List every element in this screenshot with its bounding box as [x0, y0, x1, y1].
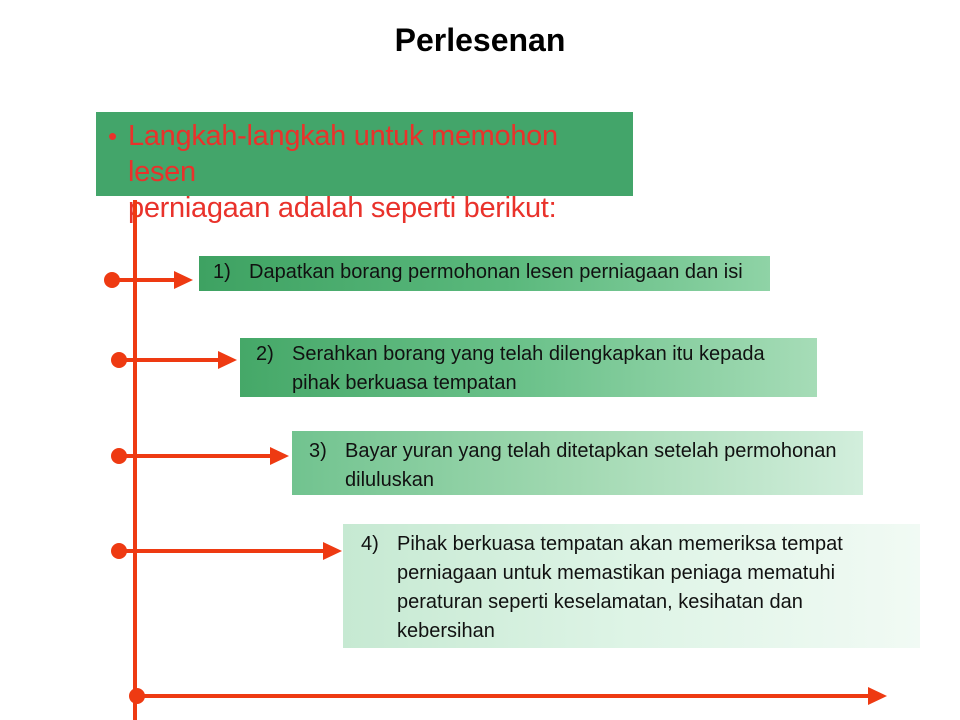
step-text	[345, 437, 863, 495]
step-box-4	[343, 524, 920, 648]
step-text	[292, 340, 817, 398]
step-text-line: pihak berkuasa tempatan	[292, 372, 517, 394]
intro-bullet: •	[108, 121, 118, 151]
step-text-line: perniagaan untuk memastikan peniaga mematuhi	[397, 562, 836, 584]
step-text-line: Serahkan borang yang telah dilengkapkan itu kepada	[292, 343, 765, 365]
step-number: 1)	[213, 261, 231, 283]
intro-text-line-1: Langkah-langkah untuk memohon lesen	[128, 120, 558, 188]
step-box-2	[240, 338, 817, 397]
step-3-arrowhead-icon	[270, 447, 289, 465]
step-number: 2)	[256, 343, 274, 365]
step-box-3	[292, 431, 863, 495]
step-text	[249, 258, 770, 287]
baseline-arrowhead-icon	[868, 687, 887, 705]
step-text-line: kebersihan	[397, 620, 495, 642]
step-text-line: peraturan seperti keselamatan, kesihatan dan	[397, 591, 803, 613]
step-2-arrowhead-icon	[218, 351, 237, 369]
step-number: 4)	[361, 533, 379, 555]
step-number: 3)	[309, 440, 327, 462]
step-text-line: diluluskan	[345, 469, 434, 491]
step-4-arrowhead-icon	[323, 542, 342, 560]
step-text	[397, 530, 920, 646]
step-1-arrowhead-icon	[174, 271, 193, 289]
step-text-line: Bayar yuran yang telah ditetapkan setelah permohonan	[345, 440, 837, 462]
step-text-line: Dapatkan borang permohonan lesen perniagaan dan isi	[249, 261, 743, 283]
step-box-1	[199, 256, 770, 291]
step-text-line: Pihak berkuasa tempatan akan memeriksa tempat	[397, 533, 843, 555]
intro-text-line-2: perniagaan adalah seperti berikut:	[128, 192, 557, 224]
slide-title: Perlesenan	[394, 22, 566, 58]
